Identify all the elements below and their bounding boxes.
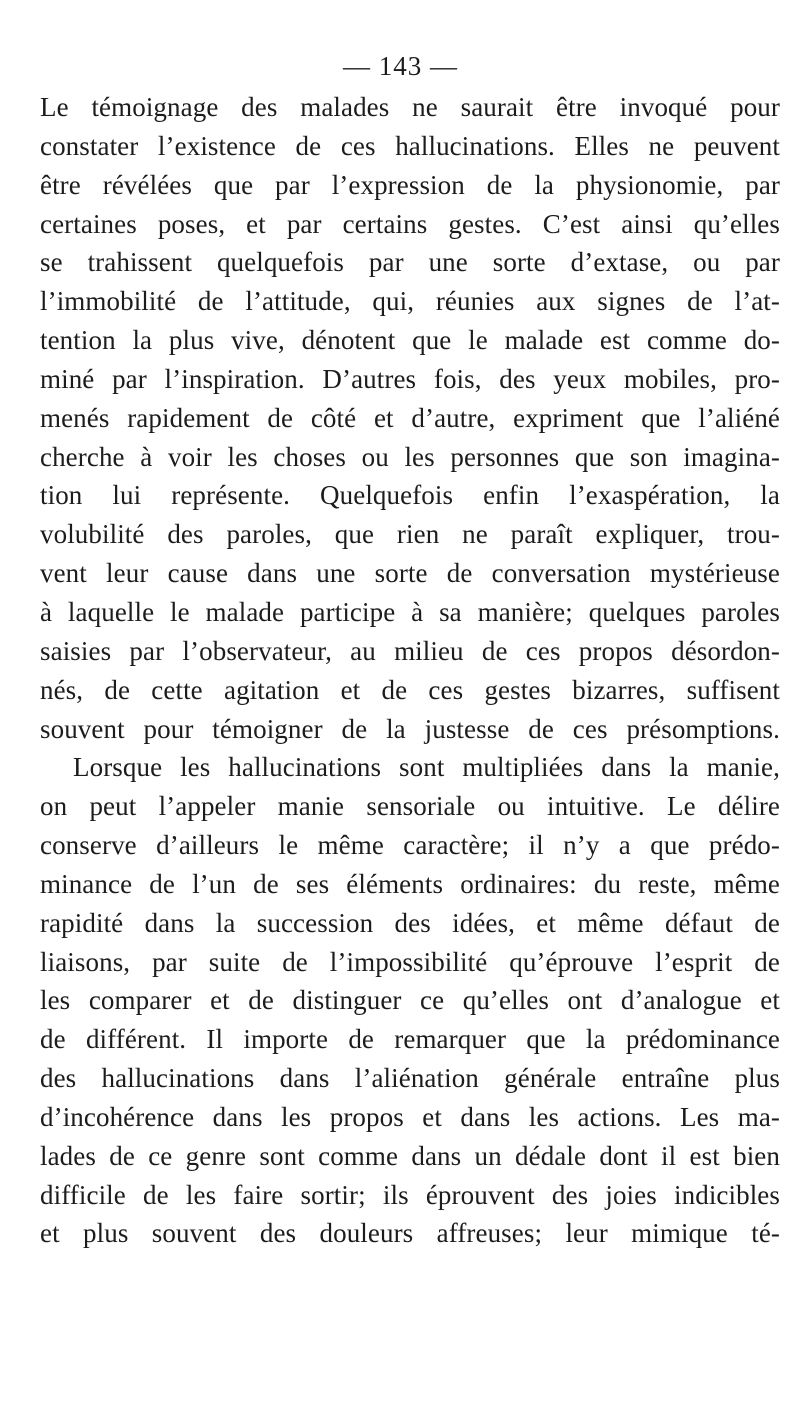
text-line: nés, de cette agitation et de ces gestes bizarres, suffisent <box>40 674 780 705</box>
text-line: souvent pour témoigner de la justesse de ces présomptions. <box>40 713 780 744</box>
text-line: se trahissent quelquefois par une sorte d’extase, ou par <box>40 247 780 278</box>
text-line: minance de l’un de ses éléments ordinaires: du reste, même <box>40 868 780 899</box>
text-line: volubilité des paroles, que rien ne paraît expliquer, trou- <box>40 519 780 550</box>
text-line: d’incohérence dans les propos et dans les actions. Les ma- <box>40 1101 780 1132</box>
text-line: tion lui représente. Quelquefois enfin l’exaspération, la <box>40 480 780 511</box>
text-line: cherche à voir les choses ou les personnes que son imagina- <box>40 441 780 472</box>
text-line: tention la plus vive, dénotent que le malade est comme do- <box>40 325 780 356</box>
page-number: — 143 — <box>343 51 458 81</box>
body-text <box>40 88 780 1253</box>
text-line: saisies par l’observateur, au milieu de ces propos désordon- <box>40 635 780 666</box>
text-line: menés rapidement de côté et d’autre, expriment que l’aliéné <box>40 402 780 433</box>
text-line: difficile de les faire sortir; ils éprouvent des joies indicibles <box>40 1179 780 1210</box>
text-line: liaisons, par suite de l’impossibilité qu’éprouve l’esprit de <box>40 946 780 977</box>
text-line: constater l’existence de ces hallucinations. Elles ne peuvent <box>40 130 780 161</box>
text-line: des hallucinations dans l’aliénation générale entraîne plus <box>40 1063 780 1094</box>
text-line-paragraph-start: Lorsque les hallucinations sont multipliées dans la manie, <box>73 752 780 783</box>
text-line: miné par l’inspiration. D’autres fois, des yeux mobiles, pro- <box>40 363 780 394</box>
text-line: certaines poses, et par certains gestes. C’est ainsi qu’elles <box>40 208 780 239</box>
text-line: conserve d’ailleurs le même caractère; il n’y a que prédo- <box>40 830 780 861</box>
text-line: être révélées que par l’expression de la physionomie, par <box>40 169 780 200</box>
text-line: les comparer et de distinguer ce qu’elles ont d’analogue et <box>40 985 780 1016</box>
text-line: Le témoignage des malades ne saurait être invoqué pour <box>40 92 780 122</box>
text-line: vent leur cause dans une sorte de conversation mystérieuse <box>40 558 780 589</box>
text-line: et plus souvent des douleurs affreuses; leur mimique té- <box>40 1218 780 1249</box>
text-line: l’immobilité de l’attitude, qui, réunies aux signes de l’at- <box>40 286 780 317</box>
text-line: rapidité dans la succession des idées, et même défaut de <box>40 907 780 938</box>
text-line: on peut l’appeler manie sensoriale ou intuitive. Le délire <box>40 791 780 822</box>
text-line: de différent. Il importe de remarquer que la prédominance <box>40 1024 780 1055</box>
text-line: à laquelle le malade participe à sa manière; quelques paroles <box>40 596 780 627</box>
text-line: lades de ce genre sont comme dans un dédale dont il est bien <box>40 1140 780 1171</box>
